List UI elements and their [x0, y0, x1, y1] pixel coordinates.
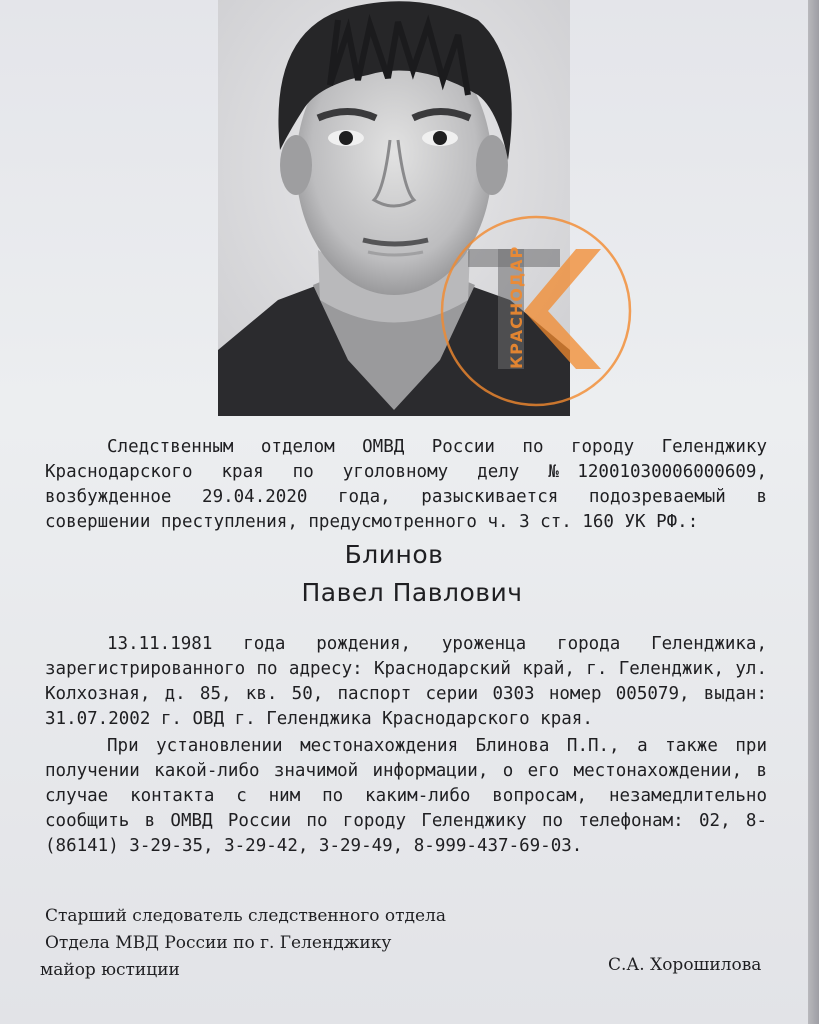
page-edge-shadow — [808, 0, 819, 1024]
contact-instructions-paragraph: При установлении местонахождения Блинова П.П., а также при получении какой-либо значимой информации, о его местонахождении, в случае контакта с ним по каким-либо вопросам, незамедлительно сообщить в ОМВД России по городу Геленджику по телефонам: 02, 8-(86141) 3-29-35, 3-29-42, 3-29-49, 8-999-437-69-03. — [45, 736, 767, 856]
suspect-given-names: Павел Павлович — [301, 578, 523, 607]
signature-position-line: Старший следователь следственного отдела — [45, 906, 446, 926]
suspect-surname: Блинов — [344, 540, 444, 569]
notice-intro-paragraph: Следственным отделом ОМВД России по городу Геленджику Краснодарского края по уголовному делу №12001030006000609, возбужденное 29.04.2020 года, разыскивается подозреваемый в совершении преступления, предусмотренного ч. 3 ст. 160 УК РФ.: — [45, 437, 767, 532]
suspect-details-paragraph: 13.11.1981 года рождения, уроженца города Геленджика, зарегистрированного по адресу: Краснодарский край, г. Геленджик, ул. Колхозная, д. 85, кв. 50, паспорт серии 0303 номер 005079, выдан: 31.07.2002 г. ОВД г. Геленджика Краснодарского края. — [45, 634, 767, 729]
svg-text:КРАСНОДАР: КРАСНОДАР — [507, 245, 526, 369]
krasnodar-logo-watermark — [436, 211, 636, 411]
signature-department-line: Отдела МВД России по г. Геленджику — [45, 933, 392, 953]
signature-rank-line: майор юстиции — [40, 960, 180, 980]
signer-name: С.А. Хорошилова — [608, 955, 762, 975]
